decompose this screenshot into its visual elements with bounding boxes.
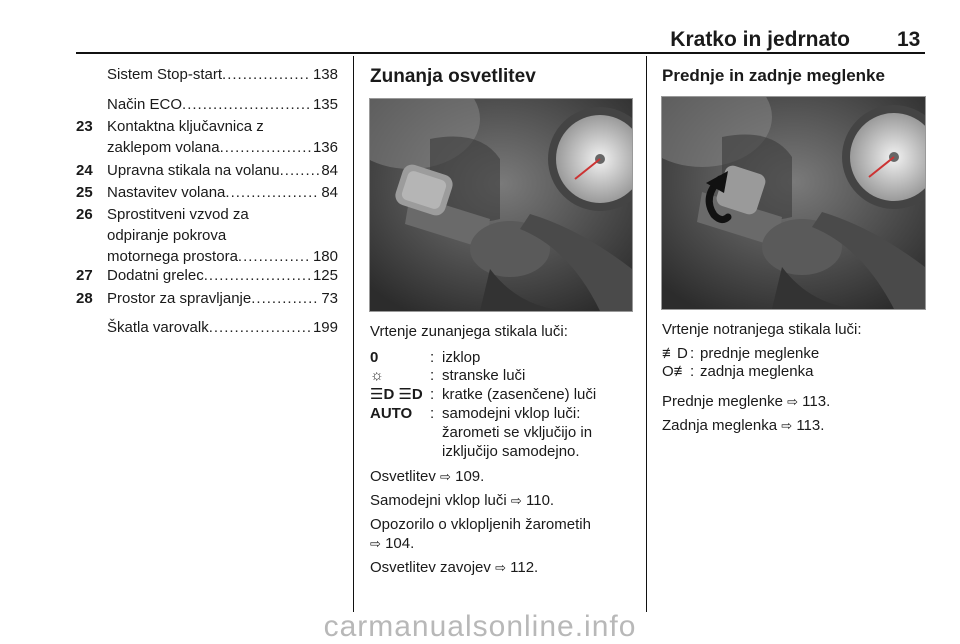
legend-desc: zadnja meglenka (700, 363, 814, 380)
toc-item-label: Dodatni grelec (107, 267, 204, 284)
watermark: carmanualsonline.info (323, 610, 637, 643)
legend-desc: stranske luči (442, 367, 526, 384)
fog-switch-illustration (661, 96, 926, 310)
reference-line[interactable]: Prednje meglenke ⇨ 113. (662, 393, 831, 410)
toc-item-number: 26 (76, 206, 93, 223)
header-rule (76, 52, 925, 54)
toc-item-label: odpiranje pokrova (107, 227, 227, 244)
page-header-title: Kratko in jedrnato (670, 28, 850, 51)
toc-item-label: zaklepom volana (107, 139, 220, 156)
toc-item-page: 135 (312, 96, 338, 113)
toc-item-number: 23 (76, 118, 93, 135)
toc-item-label: Način ECO (107, 96, 183, 113)
toc-item-number: 24 (76, 162, 93, 179)
arrow-right-icon: ⇨ (787, 394, 798, 409)
front-fog-light-icon: ≢D (662, 345, 688, 362)
toc-item-label: motornega prostora (107, 248, 238, 265)
toc-item-number: 25 (76, 184, 93, 201)
fog-switch-graphic (662, 97, 925, 309)
light-switch-illustration (369, 98, 633, 312)
toc-item-label: Prostor za spravljanje (107, 290, 252, 307)
reference-line[interactable]: Osvetlitev ⇨ 109. (370, 468, 485, 485)
light-switch-graphic (370, 99, 632, 311)
section-title-exterior-lights: Zunanja osvetlitev (370, 66, 536, 87)
reference-line[interactable]: Osvetlitev zavojev ⇨ 112. (370, 559, 539, 576)
toc-item-page: 136 (312, 139, 338, 156)
reference-line[interactable]: Opozorilo o vklopljenih žarometih ⇨ 104. (370, 516, 591, 552)
side-lights-icon: ☼ (370, 367, 384, 384)
arrow-right-icon: ⇨ (510, 493, 522, 508)
rear-fog-light-icon: O≢ (662, 363, 689, 380)
toc-item-label: Škatla varovalk (107, 319, 209, 336)
arrow-right-icon: ⇨ (495, 560, 506, 575)
toc-item-number: 27 (76, 267, 93, 284)
off-symbol-icon: 0 (370, 349, 379, 366)
toc-item-label: Nastavitev volana (107, 184, 226, 201)
toc-item-page: 138 (312, 66, 338, 83)
toc-item-page: 199 (312, 319, 338, 336)
section-title-fog-lights: Prednje in zadnje meglenke (662, 66, 885, 85)
toc-item-page: 73 (321, 290, 338, 307)
arrow-right-icon: ⇨ (370, 536, 381, 551)
reference-line[interactable]: Samodejni vklop luči ⇨ 110. (370, 492, 555, 509)
auto-light-icon: AUTO (370, 405, 413, 422)
low-beam-icon: ☰D ☰D (370, 386, 423, 403)
reference-line[interactable]: Zadnja meglenka ⇨ 113. (662, 417, 825, 434)
toc-item-page: 84 (321, 184, 338, 201)
toc-item-label: Sistem Stop-start (107, 66, 223, 83)
legend-desc: prednje meglenke (700, 345, 820, 362)
toc-item-label: Sprostitveni vzvod za (107, 206, 249, 223)
toc-item-page: 180 (312, 248, 338, 265)
toc-item-page: 125 (312, 267, 338, 284)
exterior-caption: Vrtenje zunanjega stikala luči: (370, 323, 568, 340)
toc-item-label: Kontaktna ključavnica z (107, 118, 264, 135)
toc-item-label: Upravna stikala na volanu (107, 162, 280, 179)
fog-caption: Vrtenje notranjega stikala luči: (662, 321, 862, 338)
legend-desc: kratke (zasenčene) luči (442, 386, 597, 403)
column-divider (353, 56, 354, 612)
toc-item-page: 84 (321, 162, 338, 179)
column-divider (646, 56, 647, 612)
legend-desc: izklop (442, 349, 481, 366)
arrow-right-icon: ⇨ (781, 418, 793, 433)
legend-desc: samodejni vklop luči: žarometi se vključijo in izključijo samodejno. (442, 405, 593, 460)
toc-item-number: 28 (76, 290, 93, 307)
page-number: 13 (897, 28, 921, 51)
arrow-right-icon: ⇨ (440, 469, 451, 484)
